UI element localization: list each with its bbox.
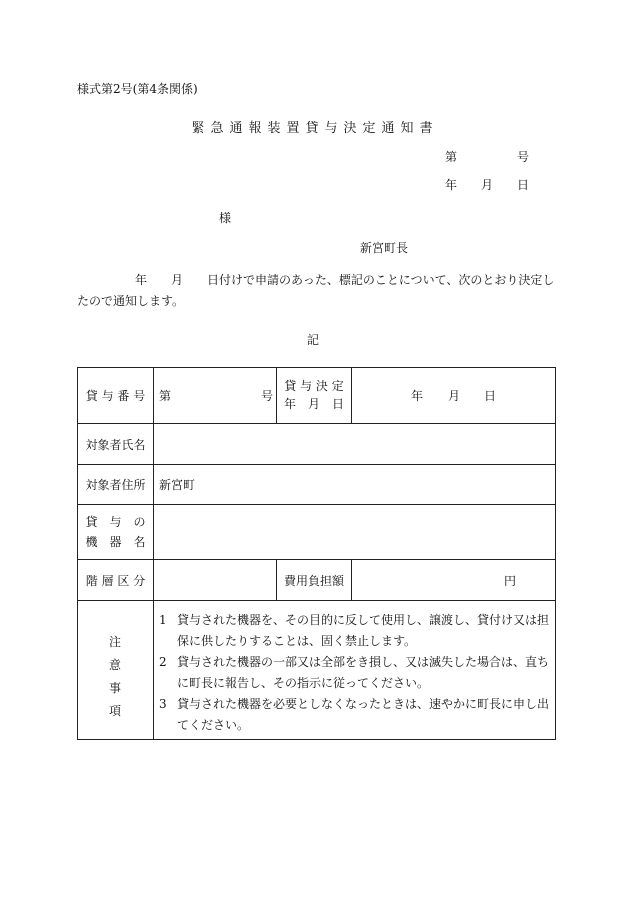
notes-label-char: 事 bbox=[108, 681, 121, 695]
table-row-rule bbox=[77, 600, 556, 601]
note-text: 貸与された機器の一部又は全部をき損し、又は滅失した場合は、直ちに町長に報告し、その指示に従ってください。 bbox=[177, 655, 550, 690]
note-number: 3 bbox=[159, 697, 167, 711]
sender-name: 新宮町長 bbox=[360, 241, 409, 255]
notes-label bbox=[107, 631, 123, 723]
body-text bbox=[77, 270, 555, 312]
body-month: 月 bbox=[171, 273, 184, 287]
device-label-line1: 貸 与 の bbox=[85, 514, 146, 529]
decision-day: 日 bbox=[484, 389, 497, 403]
note-text: 貸与された機器を、その目的に反して使用し、譲渡し、貸付け又は担保に供したりすることは、固く禁止します。 bbox=[177, 613, 550, 648]
issue-date-month: 月 bbox=[481, 178, 494, 192]
decision-month: 月 bbox=[448, 389, 461, 403]
subject-address-value: 新宮町 bbox=[159, 478, 196, 492]
note-item bbox=[159, 694, 553, 736]
device-label-line2: 機 器 名 bbox=[85, 534, 146, 549]
table-row-rule bbox=[77, 504, 556, 505]
loan-number-suffix: 号 bbox=[261, 389, 274, 403]
notes-label-char: 意 bbox=[108, 658, 121, 672]
cost-unit: 円 bbox=[504, 573, 517, 588]
note-item bbox=[159, 610, 553, 652]
form-number: 様式第2号(第4条関係) bbox=[77, 82, 198, 96]
table-col-rule bbox=[351, 367, 352, 424]
issue-date-day: 日 bbox=[517, 178, 530, 192]
reference-number-suffix: 号 bbox=[517, 150, 530, 164]
note-item bbox=[159, 652, 553, 694]
body-line-1-rest: 日付けで申請のあった、標記のことについて、次のとおり決定し bbox=[207, 273, 555, 287]
body-line-2: たので通知します。 bbox=[77, 294, 185, 308]
subject-name-label: 対象者氏名 bbox=[85, 437, 146, 452]
loan-details-table bbox=[77, 367, 556, 740]
body-year: 年 bbox=[135, 273, 148, 287]
cost-label: 費用負担額 bbox=[283, 573, 344, 588]
notes-list bbox=[159, 610, 553, 736]
loan-number-label: 貸 与 番 号 bbox=[85, 389, 146, 403]
addressee-honorific: 様 bbox=[219, 211, 232, 225]
note-number: 1 bbox=[159, 613, 167, 627]
decision-date-label-line2: 年 月 日 bbox=[283, 396, 344, 411]
decision-year: 年 bbox=[411, 389, 424, 403]
bracket-label: 階 層 区 分 bbox=[85, 573, 146, 588]
table-col-rule bbox=[351, 559, 352, 601]
issue-date-year: 年 bbox=[445, 178, 458, 192]
subject-address-label: 対象者住所 bbox=[85, 478, 146, 492]
notes-label-char: 項 bbox=[108, 704, 121, 718]
loan-number-prefix: 第 bbox=[159, 389, 172, 403]
body-line-1 bbox=[77, 270, 555, 291]
decision-date-label-line1: 貸 与 決 定 bbox=[284, 378, 344, 393]
document-title: 緊急通報装置貸与決定通知書 bbox=[191, 121, 439, 136]
table-border-bottom bbox=[77, 739, 556, 740]
notes-label-char: 注 bbox=[108, 635, 121, 649]
ki-heading: 記 bbox=[307, 333, 320, 347]
note-number: 2 bbox=[159, 655, 167, 669]
table-col-rule bbox=[153, 367, 154, 740]
note-text: 貸与された機器を必要としなくなったときは、速やかに町長に申し出てください。 bbox=[177, 697, 550, 732]
reference-number-prefix: 第 bbox=[445, 150, 458, 164]
